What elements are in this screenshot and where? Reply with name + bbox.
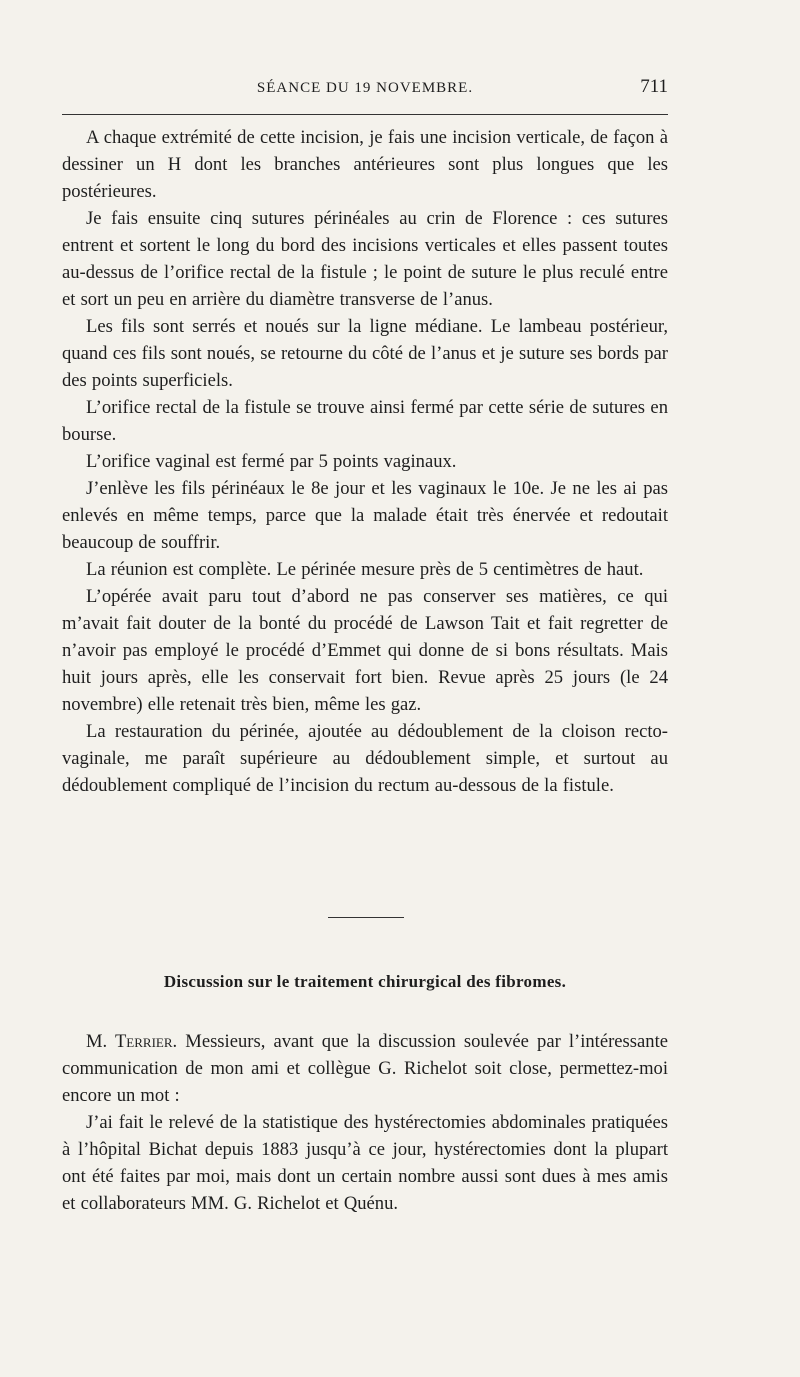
book-page [62, 0, 668, 1377]
paragraph-6: J’enlève les fils périnéaux le 8e jour et les vaginaux le 10e. Je ne les ai pas enlevés en même temps, parce que la malade était très énervée et redoutait beaucoup de souffrir. [62, 478, 668, 553]
paragraph-4: L’orifice rectal de la fistule se trouve ainsi fermé par cette série de sutures en bourse. [62, 397, 668, 445]
running-head-title: SÉANCE DU 19 NOVEMBRE. [256, 80, 474, 96]
paragraph-3: Les fils sont serrés et noués sur la ligne médiane. Le lambeau postérieur, quand ces fils sont noués, se retourne du côté de l’anus et je suture ses bords par des points superficiels. [62, 316, 668, 391]
body-text [62, 124, 668, 799]
discussion-paragraph-1 [62, 1028, 668, 1109]
section-separator-rule [328, 917, 404, 918]
speaker-name: M. Terrier. [86, 1031, 178, 1052]
running-head [62, 76, 668, 106]
discussion-paragraph-2: J’ai fait le relevé de la statistique des hystérectomies abdominales pratiquées à l’hôpital Bichat depuis 1883 jusqu’à ce jour, hystérectomies dont la plupart ont été faites par moi, mais dont un certain nombre aussi sont dues à mes amis et collaborateurs MM. G. Richelot et Quénu. [62, 1112, 668, 1214]
discussion-paragraph-1-text: Messieurs, avant que la discussion soulevée par l’intéressante communication de mon ami et collègue G. Richelot soit close, permettez-moi encore un mot : [62, 1031, 668, 1106]
paragraph-1: A chaque extrémité de cette incision, je fais une incision verticale, de façon à dessiner un H dont les branches antérieures sont plus longues que les postérieures. [62, 127, 668, 202]
paragraph-5: L’orifice vaginal est fermé par 5 points vaginaux. [86, 451, 457, 472]
paragraph-7: La réunion est complète. Le périnée mesure près de 5 centimètres de haut. [86, 559, 644, 580]
paragraph-8: L’opérée avait paru tout d’abord ne pas conserver ses matières, ce qui m’avait fait douter de la bonté du procédé de Lawson Tait et fait regretter de n’avoir pas employé le procédé d’Emmet qui donne de si bons résultats. Mais huit jours après, elle les conservait fort bien. Revue après 25 jours (le 24 novembre) elle retenait très bien, même les gaz. [62, 586, 668, 715]
section-title: Discussion sur le traitement chirurgical des fibromes. [163, 972, 567, 991]
header-rule [62, 114, 668, 115]
discussion-text [62, 1028, 668, 1217]
paragraph-9: La restauration du périnée, ajoutée au dédoublement de la cloison recto-vaginale, me paraît supérieure au dédoublement simple, et surtout au dédoublement compliqué de l’incision du rectum au-dessous de la fistule. [62, 721, 668, 796]
page-number: 711 [640, 76, 668, 97]
paragraph-2: Je fais ensuite cinq sutures périnéales au crin de Florence : ces sutures entrent et sortent le long du bord des incisions verticales et elles passent toutes au-dessus de l’orifice rectal de la fistule ; le point de suture le plus reculé entre et sort un peu en arrière du diamètre transverse de l’anus. [62, 208, 668, 310]
